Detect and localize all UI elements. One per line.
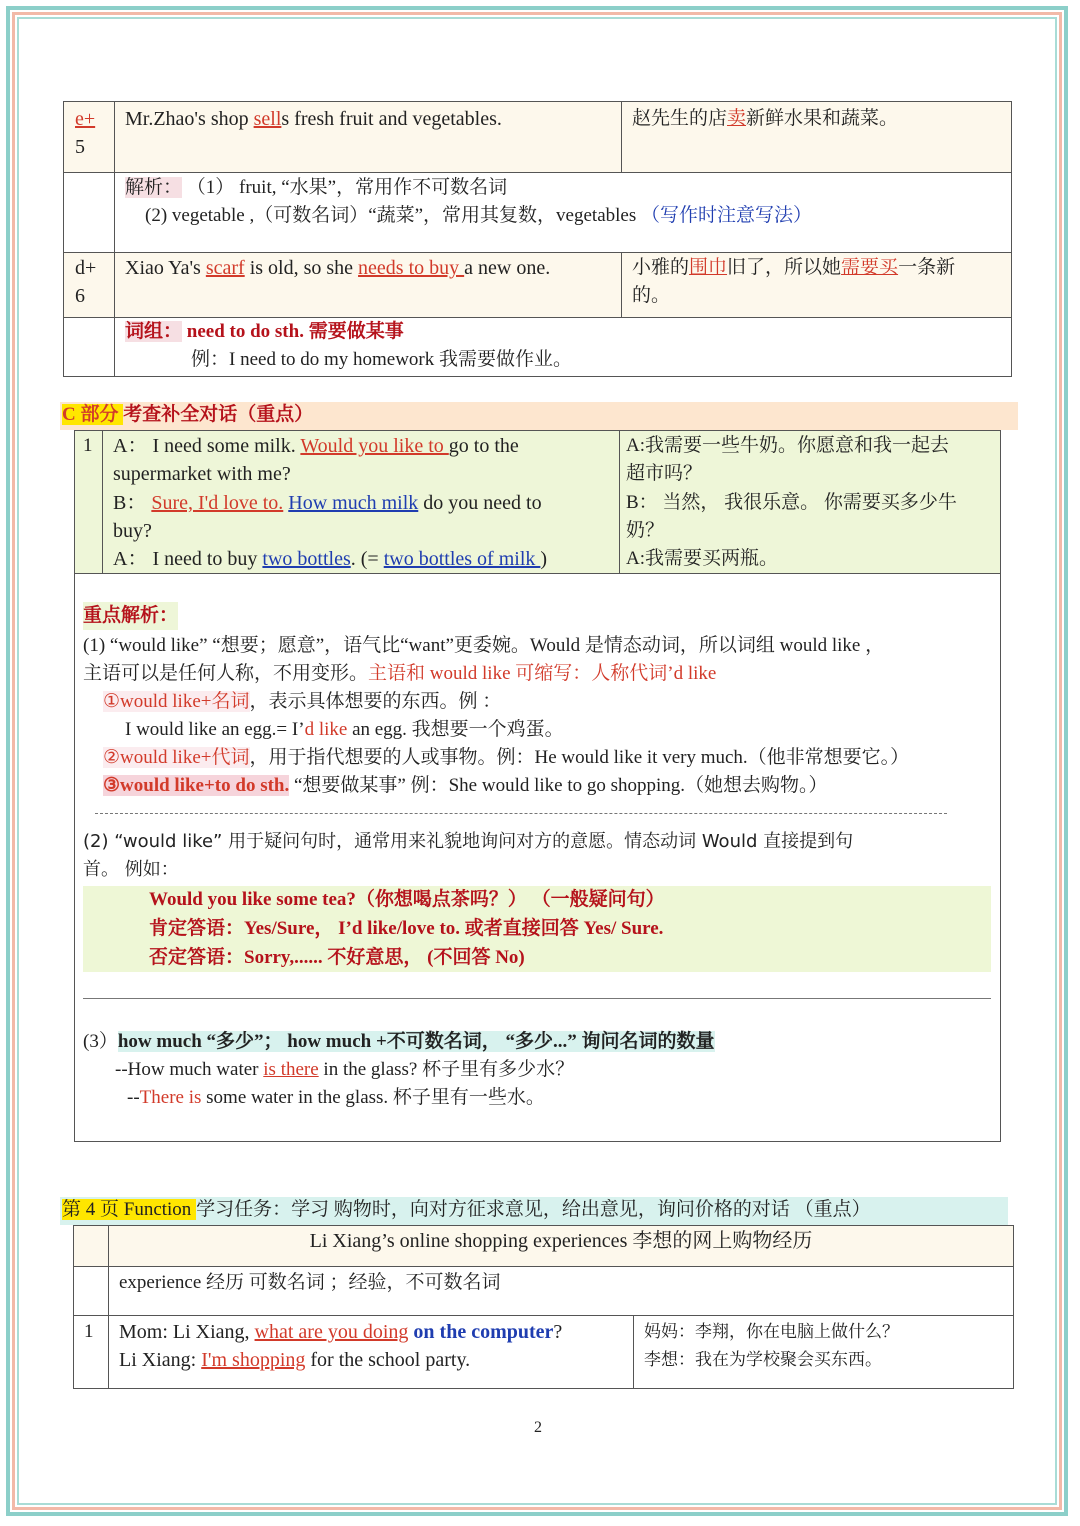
analysis-p1-line-1: (1) “would like” “想要；愿意”，语气比“want”更委婉。Would 是情态动词，所以词组 would like ， — [83, 635, 885, 656]
item-id-cell — [64, 102, 115, 173]
analysis-heading: 重点解析： — [83, 602, 178, 630]
analysis-p1-line-2: 主语可以是任何人称，不用变形。主语和 would like 可缩写：人称代词’d like — [83, 663, 717, 684]
table-row — [74, 1267, 1014, 1316]
analysis-p3-line-3: --There is some water in the glass. 杯子里有一些水。 — [127, 1087, 545, 1108]
chinese-cell — [622, 253, 1012, 318]
table-row — [64, 173, 1012, 253]
dialog-en-cell — [103, 431, 620, 574]
table-row — [75, 431, 1001, 574]
dialog-table — [74, 430, 1001, 1142]
dialog-zh-line-5: A:我需要买两瓶。 — [626, 548, 779, 569]
analysis-box — [75, 574, 1001, 1142]
empty-cell — [74, 1267, 109, 1316]
sentence-en: Xiao Ya's scarf is old, so she needs to buy a new one. — [125, 257, 551, 279]
dialog-en-cell — [109, 1316, 634, 1389]
dialog-en-line-1: A： I need some milk. Would you like to go to the — [113, 435, 519, 457]
item-id-cell — [64, 253, 115, 318]
page4-title-cell — [109, 1226, 1014, 1267]
analysis-p2-line-2: 首。 例如： — [83, 859, 179, 880]
solid-divider — [83, 998, 991, 999]
dialog-en-line-1: Mom: Li Xiang, what are you doing on the computer? — [119, 1321, 563, 1343]
vocab-line: experience 经历 可数名词 ；经验，不可数名词 — [119, 1272, 501, 1293]
dialog-en-line-4: buy? — [113, 520, 152, 542]
analysis-line-2: (2) vegetable ,（可数名词）“蔬菜”，常用其复数，vegetables （写作时注意写法） — [145, 205, 813, 226]
analysis-p2-line-1: (2) “would like” 用于疑问句时，通常用来礼貌地询问对方的意愿。情态动词 Would 直接提到句 — [83, 831, 854, 852]
example-negative-answer: 否定答语：Sorry,...... 不好意思， (不回答 No) — [149, 947, 525, 968]
dialog-zh-line-1: 妈妈：李翔，你在电脑上做什么？ — [644, 1322, 899, 1341]
item-id-top: d+ — [75, 257, 97, 279]
dialog-zh-line-2: 李想：我在为学校聚会买东西。 — [644, 1350, 882, 1369]
sentence-zh: 小雅的围巾旧了，所以她需要买一条新 — [632, 257, 956, 278]
table-row — [74, 1226, 1014, 1267]
analysis-p1-line-6: ③would like+to do sth. “想要做某事” 例：She would like to go shopping.（她想去购物。） — [103, 775, 828, 796]
item-id-bottom: 6 — [75, 285, 85, 307]
table-row — [64, 253, 1012, 318]
example-question: Would you like some tea?（你想喝点茶吗？） （一般疑问句） — [149, 889, 665, 910]
table-row — [75, 574, 1001, 1142]
vocab-cell — [109, 1267, 1014, 1316]
dialog-zh-line-1: A:我需要一些牛奶。你愿意和我一起去 — [626, 435, 950, 456]
page4-title: Li Xiang’s online shopping experiences 李想的网上购物经历 — [309, 1230, 813, 1252]
dialog-en-line-2: Li Xiang: I'm shopping for the school party. — [119, 1349, 471, 1371]
page4-heading: 第 4 页 Function 学习任务：学习 购物时，向对方征求意见，给出意见，询问价格的对话 （重点） — [62, 1199, 871, 1220]
dashed-divider — [95, 813, 947, 814]
table-row — [64, 318, 1012, 377]
phrase-example: 例：I need to do my homework 我需要做作业。 — [191, 349, 573, 370]
analysis-cell — [115, 173, 1012, 253]
dialog-number: 1 — [84, 1321, 94, 1342]
empty-cell — [74, 1226, 109, 1267]
dialog-zh-cell — [634, 1316, 1014, 1389]
vocab-table-1 — [63, 101, 1012, 377]
dialog-zh-cell — [620, 431, 1001, 574]
table-row — [64, 102, 1012, 173]
analysis-p3-line-1: (3）how much “多少”； how much +不可数名词， “多少...” 询问名词的数量 — [83, 1031, 715, 1052]
chinese-cell — [622, 102, 1012, 173]
sentence-zh: 赵先生的店卖新鲜水果和蔬菜。 — [632, 108, 899, 129]
empty-cell — [64, 318, 115, 377]
analysis-p3-line-2: --How much water is there in the glass? 杯子里有多少水？ — [115, 1059, 575, 1080]
phrase-cell — [115, 318, 1012, 377]
page4-table — [73, 1225, 1014, 1389]
sentence-zh-cont: 的。 — [632, 285, 671, 306]
english-cell — [115, 253, 622, 318]
dialog-number: 1 — [83, 435, 93, 456]
example-positive-answer: 肯定答语：Yes/Sure， I’d like/love to. 或者直接回答 Yes/ Sure. — [149, 918, 664, 939]
analysis-p1-line-3: ①would like+名词，表示具体想要的东西。例 ： — [103, 691, 502, 712]
item-id-top: e+ — [75, 108, 96, 130]
analysis-line-1: 解析： （1） fruit, “水果”，常用作不可数名词 — [125, 177, 508, 198]
analysis-p1-line-5: ②would like+代词，用于指代想要的人或事物。例：He would like it very much.（他非常想要它。） — [103, 747, 910, 768]
empty-cell — [64, 173, 115, 253]
phrase-line: 词组： need to do sth. 需要做某事 — [125, 321, 404, 342]
dialog-zh-line-4: 奶？ — [626, 520, 665, 541]
dialog-en-line-2: supermarket with me? — [113, 463, 291, 485]
dialog-number-cell — [74, 1316, 109, 1389]
dialog-zh-line-3: B： 当然， 我很乐意。 你需要买多少牛 — [626, 492, 957, 513]
dialog-en-line-3: B： Sure, I'd love to. How much milk do you need to — [113, 492, 542, 514]
section-c-heading: C 部分 考查补全对话（重点） — [62, 404, 314, 425]
sentence-en: Mr.Zhao's shop sells fresh fruit and vegetables. — [125, 108, 502, 130]
table-row — [74, 1316, 1014, 1389]
dialog-en-line-5: A： I need to buy two bottles. (= two bottles of milk ) — [113, 548, 548, 570]
page-number: 2 — [534, 1419, 542, 1436]
english-cell — [115, 102, 622, 173]
item-id-bottom: 5 — [75, 136, 85, 158]
analysis-p1-line-4: I would like an egg.= I’d like an egg. 我想要一个鸡蛋。 — [125, 719, 564, 740]
dialog-number-cell — [75, 431, 103, 574]
dialog-zh-line-2: 超市吗？ — [626, 463, 703, 484]
